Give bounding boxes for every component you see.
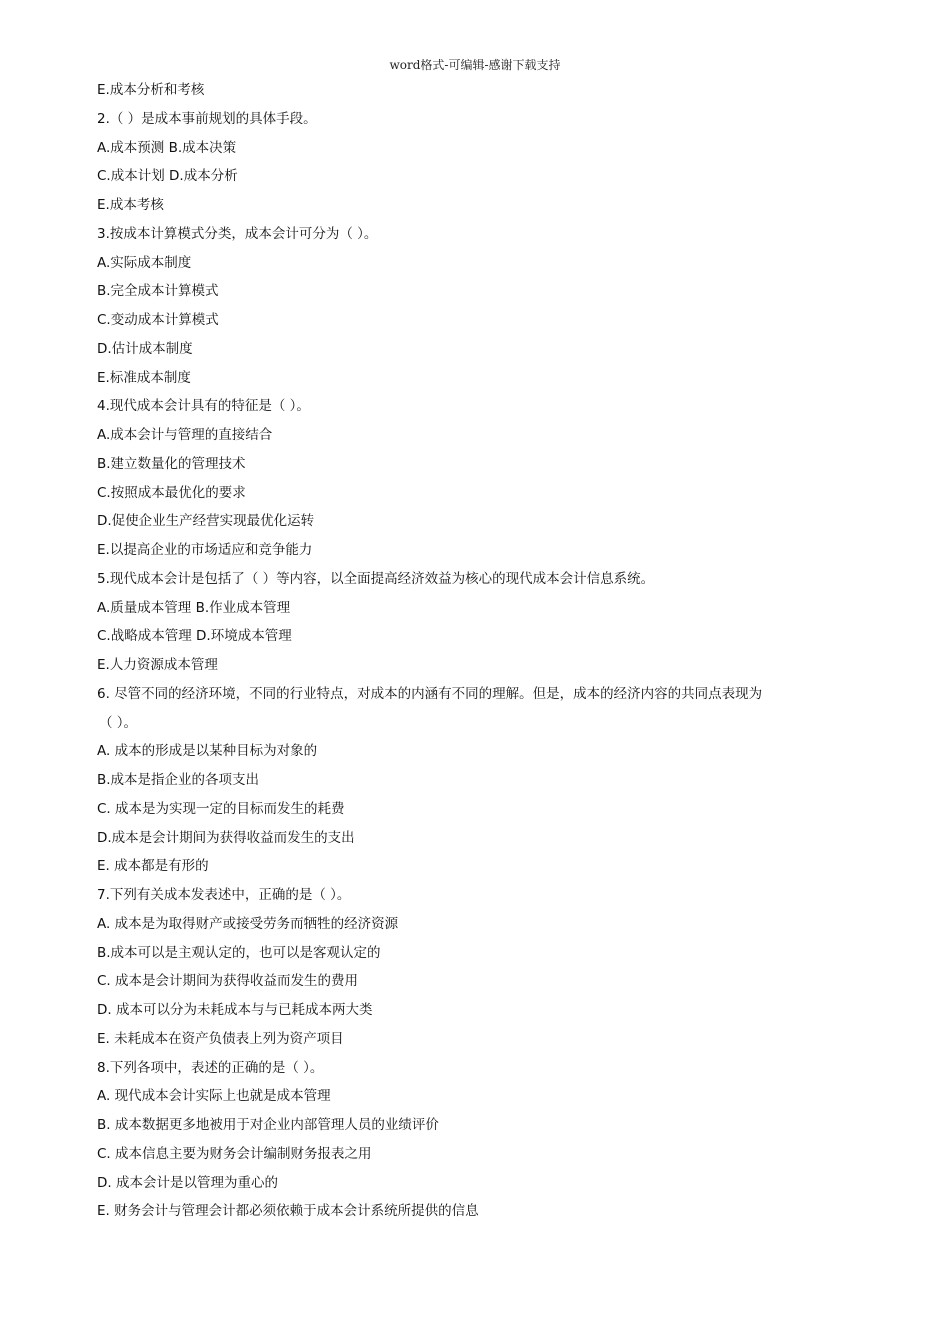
option-line: A. 现代成本会计实际上也就是成本管理 [97,1088,331,1105]
option-line: C. 成本是为实现一定的目标而发生的耗费 [97,800,345,817]
option-line: E.成本分析和考核 [97,82,205,98]
option-line: B.完全成本计算模式 [97,283,219,300]
question-line: 2.（ ）是成本事前规划的具体手段。 [97,110,317,127]
option-line: B.成本是指企业的各项支出 [97,772,260,788]
option-line: A.成本会计与管理的直接结合 [97,427,273,443]
option-line: B. 成本数据更多地被用于对企业内部管理人员的业绩评价 [97,1117,439,1133]
option-line: E.成本考核 [97,197,164,213]
option-line: E. 未耗成本在资产负债表上列为资产项目 [97,1030,344,1047]
option-line: A. 成本是为取得财产或接受劳务而牺牲的经济资源 [97,915,399,932]
question-line: 7.下列有关成本发表述中，正确的是（ ）。 [97,887,351,903]
option-line: E.标准成本制度 [97,369,191,386]
page-header: word格式-可编辑-感谢下载支持 [389,58,561,72]
option-line: E.以提高企业的市场适应和竞争能力 [97,542,313,558]
option-line: A. 成本的形成是以某种目标为对象的 [97,743,318,760]
option-line: B.建立数量化的管理技术 [97,455,246,472]
question-line: 6. 尽管不同的经济环境，不同的行业特点，对成本的内涵有不同的理解。但是，成本的经济内容的共同点表现为 [97,685,763,702]
option-line: D.成本是会计期间为获得收益而发生的支出 [97,829,355,846]
option-line: E. 财务会计与管理会计都必须依赖于成本会计系统所提供的信息 [97,1203,479,1220]
option-line: A.成本预测 B.成本决策 [97,139,237,156]
option-line: C.按照成本最优化的要求 [97,484,246,501]
option-line: A.质量成本管理 B.作业成本管理 [97,599,291,616]
document-body [97,76,857,1226]
question-line: 3.按成本计算模式分类，成本会计可分为（ ）。 [97,225,378,242]
option-line: D.促使企业生产经营实现最优化运转 [97,513,315,530]
option-line: D. 成本会计是以管理为重心的 [97,1174,278,1191]
option-line: E. 成本都是有形的 [97,858,209,875]
question-line: 4.现代成本会计具有的特征是（ ）。 [97,398,310,415]
option-line: C. 成本是会计期间为获得收益而发生的费用 [97,973,359,990]
question-line: 8.下列各项中，表述的正确的是（ ）。 [97,1059,324,1076]
option-line: C.战略成本管理 D.环境成本管理 [97,628,292,645]
option-line: C. 成本信息主要为财务会计编制财务报表之用 [97,1145,372,1162]
question-line: 5.现代成本会计是包括了（ ）等内容，以全面提高经济效益为核心的现代成本会计信息系统。 [97,570,655,587]
option-line: A.实际成本制度 [97,254,192,271]
option-line: D.估计成本制度 [97,340,193,357]
option-line: D. 成本可以分为未耗成本与与已耗成本两大类 [97,1002,373,1018]
option-line: C.成本计划 D.成本分析 [97,168,238,185]
question-line-continuation: （ ）。 [99,714,138,731]
option-line: E.人力资源成本管理 [97,657,218,673]
option-line: B.成本可以是主观认定的，也可以是客观认定的 [97,944,381,961]
option-line: C.变动成本计算模式 [97,312,219,328]
